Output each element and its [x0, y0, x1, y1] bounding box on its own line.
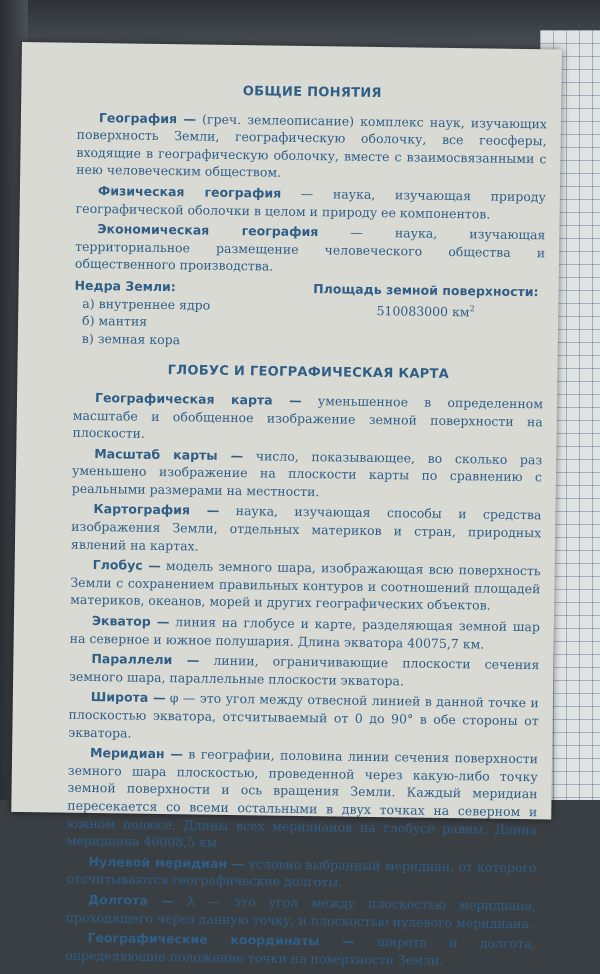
list-item: а) внутреннее ядро	[82, 295, 211, 313]
term: Географические координаты —	[87, 930, 355, 949]
definition: уменьшенное в определенном масштабе и обобщенное изображение земной поверхности на плоскости.	[72, 392, 544, 441]
list-item: в) земная кора	[81, 330, 181, 347]
term: Параллели —	[91, 651, 200, 668]
term: Глобус —	[92, 557, 161, 574]
paragraph-coordinates	[65, 929, 535, 971]
definition: (греч. землеописание) комплекс наук, изучающих поверхность Земли, географическую оболочку, все геосферы, входящие в географическую оболочку, вместе с взаимосвязанными с нею человеческим обществом.	[76, 111, 548, 181]
term: Широта —	[90, 689, 166, 706]
earth-facts	[74, 277, 545, 354]
term: Меридиан —	[89, 745, 184, 762]
earth-interior-label: Недра Земли:	[74, 277, 176, 295]
term: Физическая география	[97, 183, 282, 201]
term: Масштаб карты —	[94, 445, 244, 463]
paragraph-map	[72, 389, 543, 448]
paragraph-globe	[70, 556, 541, 615]
paragraph-scale	[72, 444, 543, 503]
term: Экономическая география	[97, 221, 319, 240]
term: Географическая карта —	[94, 389, 302, 408]
definition: модель земного шара, изображающая всю поверхность Земли с сохранением правильных контуров и соотношений площадей материков, океанов, морей и других географических объектов.	[70, 558, 541, 614]
paragraph-physical-geography	[76, 182, 546, 224]
list-item: б) мантия	[82, 312, 148, 329]
definition: — наука, изучающая территориальное размещение человеческого общества и общественного производства.	[74, 224, 546, 274]
paragraph-equator	[70, 612, 540, 654]
term: Нулевой меридиан —	[88, 853, 245, 871]
paragraph-geography	[76, 108, 547, 185]
definition: φ — это угол между отвесной линией в данной точке и плоскостью экватора, отсчитываемый от 0 до 90° в обе стороны от экватора.	[68, 690, 539, 741]
definition: линия на глобусе и карте, разделяющая земной шар на северное и южное полушария. Длина экватора 40075,7 км.	[69, 614, 540, 652]
term: Картография —	[93, 501, 220, 519]
paragraph-parallels	[69, 650, 539, 692]
term: Экватор —	[91, 613, 170, 630]
paragraph-economic-geography	[75, 220, 546, 279]
term: География —	[98, 109, 197, 127]
definition: λ — это угол между плоскостью меридиана, проходящего через данную точку, и плоскостью нулевого меридиана.	[65, 893, 537, 931]
definition: — наука, изучающая природу географической оболочки в целом и природу ее компонентов.	[75, 185, 546, 222]
section-title-globe-map: ГЛОБУС И ГЕОГРАФИЧЕСКАЯ КАРТА	[167, 363, 450, 383]
section-title-general: ОБЩИЕ ПОНЯТИЯ	[242, 84, 382, 102]
definition: линии, ограничивающие плоскости сечения земного шара, параллельные плоскости экватора.	[69, 652, 540, 689]
definition: в географии, половина линии сечения поверхности земного шара плоскостью, проведенной через какую-либо точку земной поверхности и ось вращения Земли. Каждый меридиан пересекается со всеми остальными в двух точках на северном и южном полюсе. Длины всех меридианов на глобусе равны. Длина меридиана 40008,5 км.	[66, 746, 539, 851]
surface-area	[312, 280, 544, 354]
surface-area-label: Площадь земной поверхности:	[313, 281, 539, 300]
paragraph-longitude	[66, 891, 536, 933]
book-page	[11, 42, 562, 968]
earth-interior-list	[74, 277, 211, 349]
page-content	[65, 81, 547, 974]
definition: условно выбранный меридиан, от которого отсчитываются географические долготы.	[66, 855, 537, 890]
definition: число, показывающее, во сколько раз уменьшено изображение на плоскости карты по сравнению с реальными размерами на местности.	[71, 447, 543, 500]
paragraph-meridian	[67, 744, 538, 856]
definition: наука, изучающая способы и средства изображения Земли, отдельных материков и стран, природных явлений на картах.	[70, 503, 542, 554]
paragraph-prime-meridian	[66, 852, 536, 894]
definition: широта и долгота, определяющие положение точки на поверхности Земли.	[65, 933, 536, 968]
term: Долгота —	[87, 891, 174, 909]
paragraph-cartography	[71, 500, 542, 559]
surface-area-value: 510083000 $км^2$	[376, 302, 475, 319]
paragraph-latitude	[68, 688, 539, 747]
